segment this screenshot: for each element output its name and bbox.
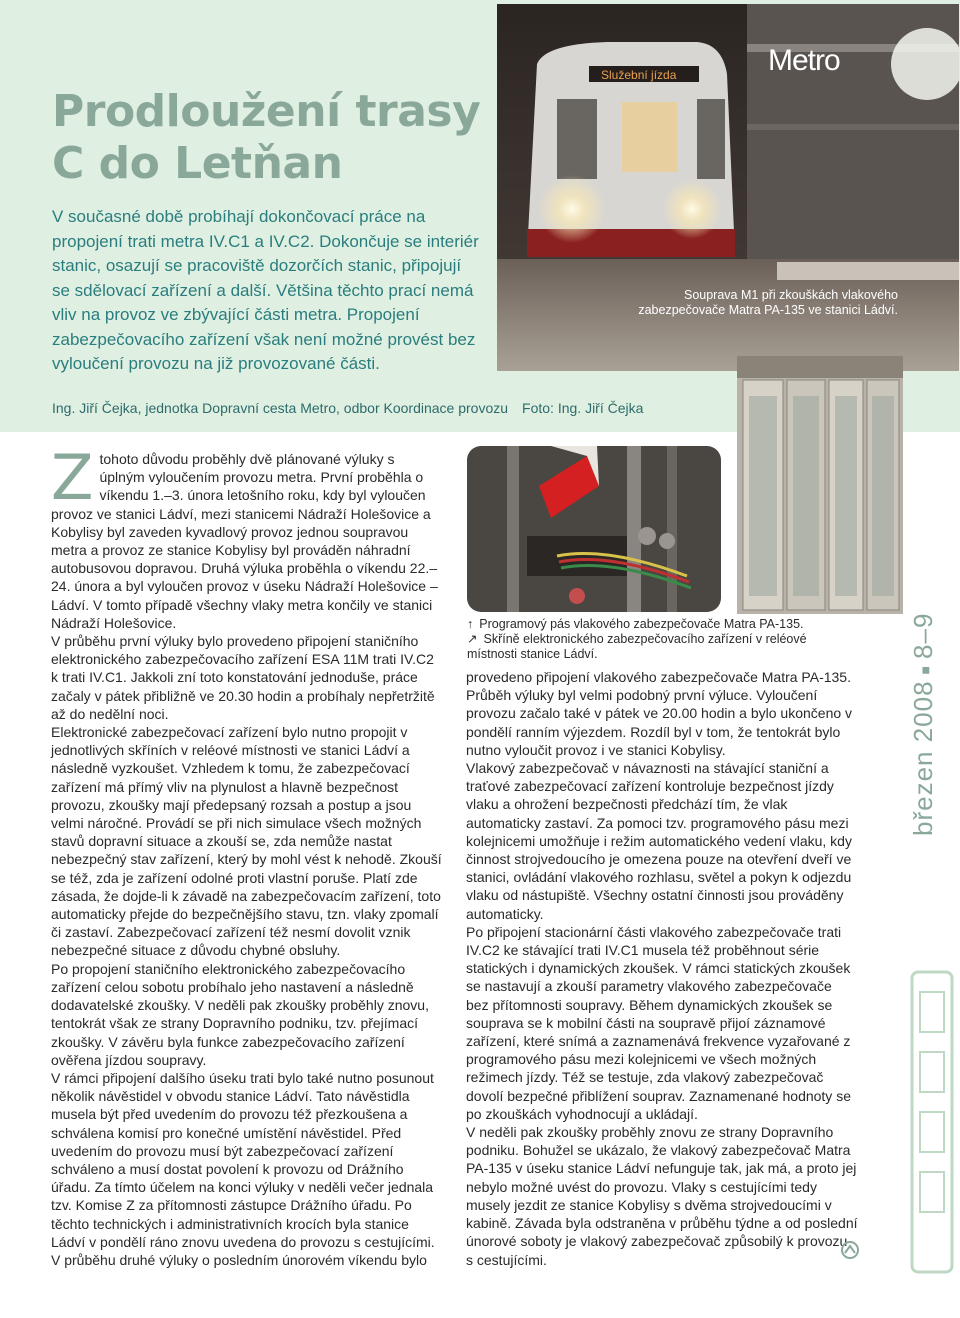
paragraph: Po připojení stacionární části vlakového zabezpečovače trati IV.C2 ke stávající trati IV.C1 musela též proběhnout série statických i dynamických zkoušek. V rámci statických zkoušek se nastavují a zkouší parametry vlakového zabezpečovače bez přítomnosti soupravy. Během dynamických zkoušek se souprava se k mobilní části na soupravě přijoí záznamové zařízení, které snímá a zaznamenává frekvence vyzařované z programového pásu mezi kolejnicemi ve všech možných režimech jízdy. Též se testuje, zda vlakový zabezpečovač dovolí bezpečné přiblížení souprav. Zaznamenané hodnoty se po zkouškách vyhodnocují a ukládají.	[466, 923, 851, 1122]
article-title: Prodloužení trasy C do Letňan	[52, 86, 481, 189]
photo-captions	[467, 617, 857, 662]
paragraph: provedeno připojení vlakového zabezpečovače Matra PA-135. Průběh výluky byl velmi podobný první výluce. Vyloučení provozu začalo také v pátek ve 20.00 hodin a bylo ukončeno v pondělí ranním výjezdem. Rozdíl byl v tom, že tentokrát bylo nutno vyloučit provoz i ve stanici Kobylisy.	[466, 669, 853, 758]
body-column-left	[51, 441, 443, 1269]
paragraph: V rámci připojení dalšího úseku trati bylo také nutno posunout několik návěstidel v obvodu stanice Ládví. Tato návěstidla musela být před uvedením do provozu též přezkoušena a schválena komisí pro konečné umístění návěstidel. Před uvedením do provozu musí být zabezpečovací zařízení schváleno a musí dostat povolení k provozu od Drážního úřadu. Za tímto účelem na konci výluky v neděli večer jednala tzv. Komise Z za přítomnosti zástupce Drážního úřadu. Po těchto technických i administrativních krocích byla stanice Ládví v pondělí ráno znovu uvedena do provozu s cestujícími.	[51, 1069, 435, 1250]
photo-caption: Souprava M1 při zkouškách vlakového zabezpečovače Matra PA-135 ve stanici Ládví.	[638, 288, 898, 317]
caption-text: Programový pás vlakového zabezpečovače Matra PA-135.	[479, 617, 804, 631]
paragraph: V průběhu druhé výluky o posledním únorovém víkendu bylo	[51, 1251, 427, 1268]
paragraph: V průběhu první výluky bylo provedeno připojení staničního elektronického zabezpečovacího zařízení ESA 11M trati IV.C2 k trati IV.C1. Jakkoli zní toto konstatování jednoduše, práce začaly v pátek přibližně ve 20.30 hodin a probíhaly nepřetržitě až do nedělní noci.	[51, 633, 435, 722]
issue-label	[908, 613, 939, 836]
arrow-up-right-icon: ↗	[467, 632, 478, 646]
author: Ing. Jiří Čejka, jednotka Dopravní cesta Metro, odbor Koordinace provozu	[52, 400, 509, 416]
issue-month: březen 2008	[908, 680, 938, 836]
caption-text: Skříně elektronického zabezpečovacího zařízení v reléové místnosti stanice Ládví.	[467, 632, 807, 661]
caption-item	[467, 617, 857, 632]
article-lead: V současné době probíhají dokončovací práce na propojení trati metra IV.C1 a IV.C2. Dokončuje se interiér stanic, osazují se pracoviště dozorčích stanic, připojují se sdělovací zařízení a další. Většina těchto prací nemá vliv na provoz ve zbývající části metra. Propojení zabezpečovacího zařízení však není možné provést bez vyloučení provozu na již provozované části.	[52, 207, 479, 373]
section-label: Metro	[768, 44, 840, 77]
issue-pages: 8–9	[908, 612, 938, 659]
paragraph: Po propojení staničního elektronického zabezpečovacího zařízení celou sobotu probíhalo jeho nastavení a následně dodavatelské zkoušky. V neděli pak zkoušky proběhly znovu, tentokrát však ze strany Dopravního podniku, tzv. přejímací zkoušky. V závěru byla funkce zabezpečovacího zařízení ověřena jízdou soupravy.	[51, 960, 429, 1068]
relay-cabinets-photo	[737, 356, 903, 614]
body-column-right	[466, 668, 858, 1269]
author-line	[52, 400, 643, 416]
caption-item	[467, 632, 857, 662]
drop-cap: Z	[51, 441, 94, 514]
photo-credit: Foto: Ing. Jiří Čejka	[522, 400, 644, 416]
paragraph: V neděli pak zkoušky proběhly znovu ze strany Dopravního podniku. Bohužel se ukázalo, že vlakový zabezpečovač Matra PA-135 v úseku stanice Ládví nefunguje tak, jak má, a proto jej nebylo možné uvést do provozu. Vlaky s cestujícími tedy musely jezdit ze stanice Kobylisy s dvěma strojvedoucími v kabině. Závada byla odstraněna v průběhu týdne a od poslední únorové soboty je vlakový zabezpečovač způsobilý k provozu s cestujícími.	[466, 1124, 858, 1268]
arrow-up-icon: ↑	[467, 617, 474, 631]
track-photo	[467, 446, 721, 612]
svg-text:Služební jízda: Služební jízda	[601, 68, 677, 82]
paragraph: Vlakový zabezpečovač v návaznosti na stávající staniční a traťové zabezpečovací zařízení kontroluje bezpečnost jízdy vlaku a ohrožení bezpečnosti předchází tím, že vlak automaticky zastaví. Za pomoci tzv. programového pásu mezi kolejnicemi umožňuje i režim automatického vedení vlaku, kdy činnost strojvedoucího je omezena pouze na otevření dveří ve stanici, ovládání vlakového rozhlasu, světel a pokyn k odjezdu vlaku od nástupiště. Všechny ostatní činnosti jsou prováděny automaticky.	[466, 760, 852, 922]
metro-logo-icon	[840, 1240, 860, 1260]
paragraph: Elektronické zabezpečovací zařízení bylo nutno propojit v jednotlivých skříních v reléové místnosti ve stanici Ládví a následně vyzkoušet. Vzhledem k tomu, že zabezpečovací zařízení má přímý vliv na plynulost a hlavně bezpečnost provozu, zkoušky mají předepsaný rozsah a postup a jsou velmi náročné. Provádí se při nich simulace všech možných stavů dopravní situace a zkouší se, zda nemůže nastat nebezpečný stav zařízení, který by mohl vést k nehodě. Zkouší se též, zda je zařízení odolné proti vlastní poruše. Platí zde zásada, že dojde-li k závadě na zabezpečovacím zařízení, toto automaticky přejde do bezpečnějšího stavu, tzn. vlaky zpomalí či zastaví. Zabezpečovací zařízení též nesmí dovolit vznik nebezpečné situace z důvodu chybné obsluhy.	[51, 724, 442, 959]
sidebar-band	[906, 432, 960, 1313]
square-bullet-icon: ■	[917, 664, 934, 675]
paragraph: tohoto důvodu proběhly dvě plánované výluky s úplným vyloučením provozu metra. První proběhla o víkendu 1.–3. února letošního roku, kdy byl vyloučen provoz ve stanici Ládví, mezi stanicemi Nádraží Holešovice a Kobylisy byl zaveden kyvadlový provoz jednou soupravou metra a provoz ze stanice Kobylisy byl prováděn náhradní autobusovou dopravou. Druhá výluka proběhla o víkendu 22.–24. února a byl vyloučen provoz v úseku Nádraží Holešovice – Ládví. V tomto případě všechny vlaky metra končily ve stanici Nádraží Holešovice.	[51, 451, 438, 631]
